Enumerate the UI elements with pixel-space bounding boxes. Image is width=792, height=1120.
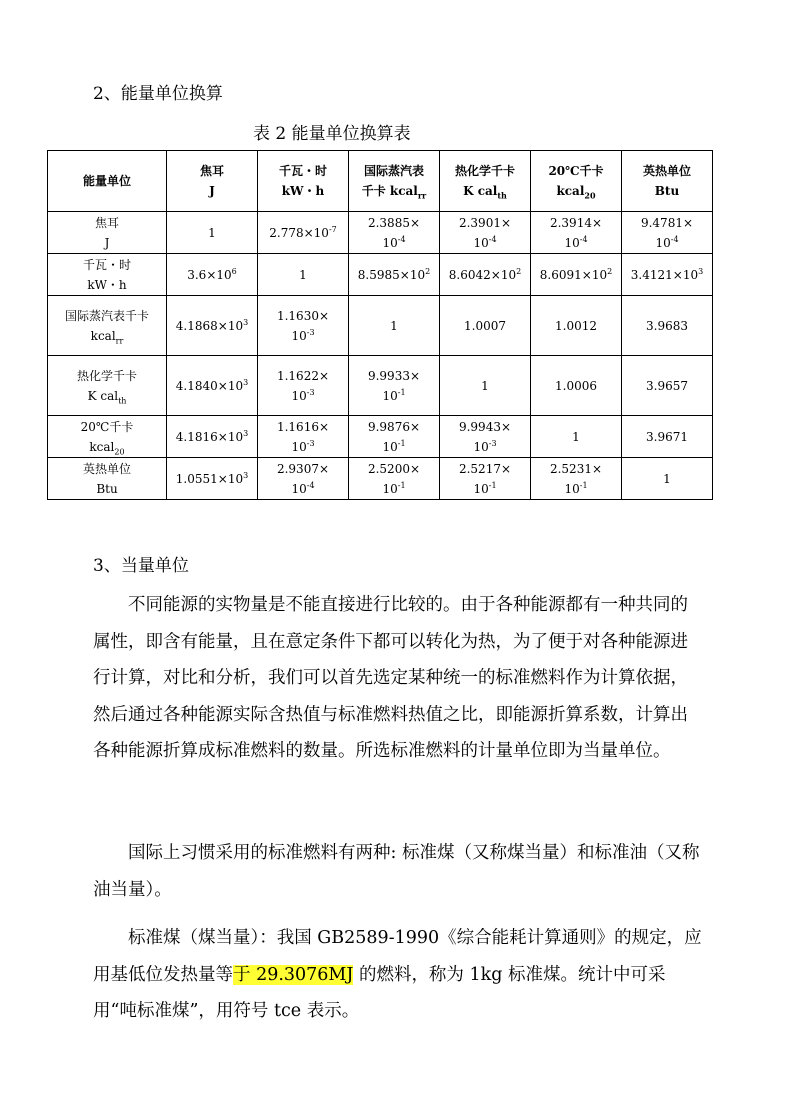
value-cell: $3.6\times 10^6$ — [167, 254, 258, 296]
header-line: 能量单位 — [82, 174, 131, 188]
header-line: 千瓦・时 — [278, 164, 327, 178]
section-2-heading: 2、能量单位换算 — [93, 84, 223, 104]
value-cell: 1.0006 — [531, 356, 622, 416]
row-label-cell: 英热单位 Btu — [48, 458, 167, 500]
value-cell: $3.4121\times 10^3$ — [622, 254, 713, 296]
value-cell: 3.9671 — [622, 416, 713, 458]
value-cell: 3.9657 — [622, 356, 713, 416]
header-unit: 千卡 kcal$_{rr}$ — [361, 184, 427, 201]
paragraph-text: 国际上习惯采用的标准燃料有两种: 标准煤（又称煤当量）和标准油（又称油当量）。 — [93, 843, 700, 900]
table-row — [48, 458, 713, 500]
header-unit: kcal$_{20}$ — [556, 184, 596, 201]
header-unit: kW・h — [281, 184, 325, 198]
section-3-heading: 3、当量单位 — [93, 556, 189, 576]
header-line: 焦耳 — [199, 164, 224, 178]
value-cell: 1.1630× $10^{-3}$ — [258, 296, 349, 356]
value-cell: 3.9683 — [622, 296, 713, 356]
paragraph-text: 的燃料，称为 1kg 标准煤。统计中可采用“吨标准煤”，用符号 tce 表示。 — [93, 964, 666, 1021]
header-cell — [48, 151, 167, 212]
table-header-row — [48, 151, 713, 212]
value-cell: 9.9933× $10^{-1}$ — [349, 356, 440, 416]
value-cell: $8.6091\times 10^2$ — [531, 254, 622, 296]
header-unit: J — [209, 184, 215, 198]
row-label-cell: 20℃千卡 kcal$_{20}$ — [48, 416, 167, 458]
table-row — [48, 254, 713, 296]
paragraph-equivalent-unit — [93, 587, 705, 770]
value-cell: $8.5985\times 10^2$ — [349, 254, 440, 296]
header-unit: K cal$_{th}$ — [463, 184, 507, 201]
value-cell: 2.5200× $10^{-1}$ — [349, 458, 440, 500]
header-cell — [167, 151, 258, 212]
paragraph-standard-fuels — [93, 835, 705, 908]
header-unit: Btu — [654, 184, 680, 198]
value-cell: 2.3885× $10^{-4}$ — [349, 212, 440, 254]
table-row — [48, 212, 713, 254]
row-label-cell: 焦耳 J — [48, 212, 167, 254]
value-cell: $4.1816\times 10^3$ — [167, 416, 258, 458]
value-cell: 9.9876× $10^{-1}$ — [349, 416, 440, 458]
highlighted-text: 于 29.3076MJ — [233, 964, 354, 985]
value-cell: 1 — [349, 296, 440, 356]
value-cell: 2.5231× $10^{-1}$ — [531, 458, 622, 500]
row-label-cell: 国际蒸汽表千卡 kcal$_{rr}$ — [48, 296, 167, 356]
paragraph-text: 不同能源的实物量是不能直接进行比较的。由于各种能源都有一种共同的属性，即含有能量，且在意定条件下都可以转化为热，为了便于对各种能源进行计算，对比和分析，我们可以首先选定某种统一的标准燃料作为计算依据，然后通过各种能源实际含热值与标准燃料热值之比，即能源折算系数，计算出各种能源折算成标准燃料的数量。所选标准燃料的计量单位即为当量单位。 — [93, 595, 688, 761]
value-cell: 1 — [258, 254, 349, 296]
value-cell: 9.9943× $10^{-3}$ — [440, 416, 531, 458]
value-cell: 2.5217× $10^{-1}$ — [440, 458, 531, 500]
table-row — [48, 416, 713, 458]
row-label-cell: 热化学千卡 K cal$_{th}$ — [48, 356, 167, 416]
header-line: 英热单位 — [642, 164, 691, 178]
value-cell: 1 — [622, 458, 713, 500]
header-cell — [440, 151, 531, 212]
value-cell: $2.778\times 10^{-7}$ — [258, 212, 349, 254]
table-caption: 表 2 能量单位换算表 — [253, 124, 411, 144]
header-line: 20℃千卡 — [548, 164, 604, 178]
value-cell: 1 — [167, 212, 258, 254]
row-label-cell: 千瓦・时 kW・h — [48, 254, 167, 296]
header-cell — [258, 151, 349, 212]
value-cell: 1.0012 — [531, 296, 622, 356]
value-cell: $8.6042\times 10^2$ — [440, 254, 531, 296]
value-cell: $1.0551\times 10^3$ — [167, 458, 258, 500]
table-row — [48, 356, 713, 416]
value-cell: 9.4781× $10^{-4}$ — [622, 212, 713, 254]
header-cell — [349, 151, 440, 212]
value-cell: 2.3914× $10^{-4}$ — [531, 212, 622, 254]
header-cell — [622, 151, 713, 212]
value-cell: 2.9307× $10^{-4}$ — [258, 458, 349, 500]
table-row — [48, 296, 713, 356]
value-cell: 1.1616× $10^{-3}$ — [258, 416, 349, 458]
header-line: 国际蒸汽表 — [363, 164, 424, 178]
value-cell: 1 — [440, 356, 531, 416]
energy-unit-conversion-table — [47, 150, 713, 500]
value-cell: 1.1622× $10^{-3}$ — [258, 356, 349, 416]
value-cell: $4.1840\times 10^3$ — [167, 356, 258, 416]
header-cell — [531, 151, 622, 212]
value-cell: 1.0007 — [440, 296, 531, 356]
value-cell: 2.3901× $10^{-4}$ — [440, 212, 531, 254]
value-cell: $4.1868\times 10^3$ — [167, 296, 258, 356]
paragraph-standard-coal — [93, 920, 705, 1030]
header-line: 热化学千卡 — [454, 164, 515, 178]
paragraph-text: 标准煤（煤当量）：我国 GB2589-1990《综合能耗计算通则》的规定，应用基低位发热量等 — [93, 928, 702, 985]
value-cell: 1 — [531, 416, 622, 458]
